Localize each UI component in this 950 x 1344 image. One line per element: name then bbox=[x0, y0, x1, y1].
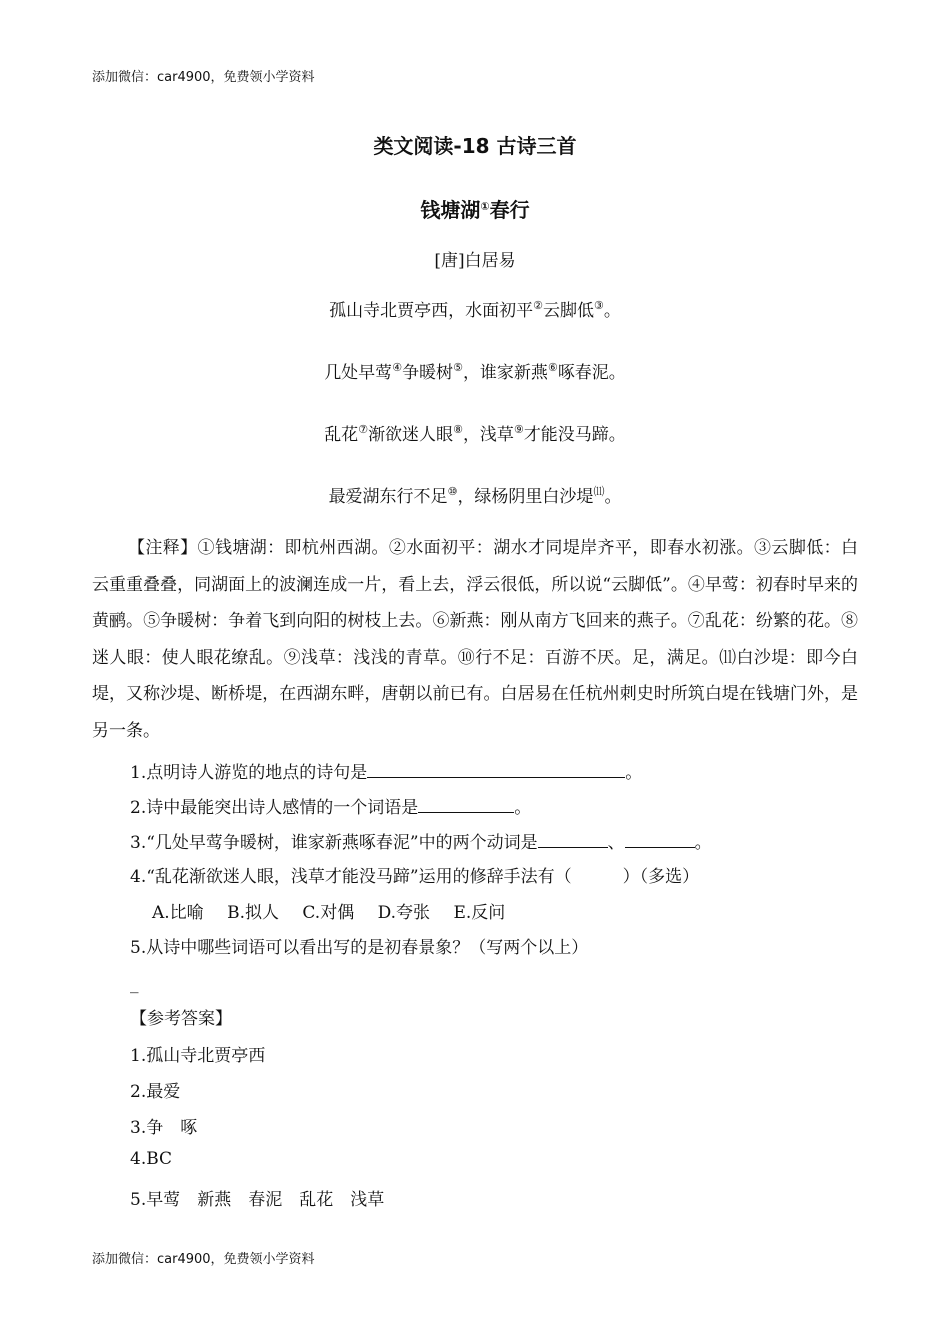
annotations-text: 【注释】①钱塘湖：即杭州西湖。②水面初平：湖水才同堤岸齐平，即春水初涨。③云脚低：白云重重叠叠，同湖面上的波澜连成一片，看上去，浮云很低，所以说“云脚低”。④早莺：初春时早来的黄鹂。⑤争暖树：争着飞到向阳的树枝上去。⑥新燕：刚从南方飞回来的燕子。⑦乱花：纷繁的花。⑧迷人眼：使人眼花缭乱。⑨浅草：浅浅的青草。⑩行不足：百游不厌。足，满足。⑾白沙堤：即今白堤，又称沙堤、断桥堤，在西湖东畔，唐朝以前已有。白居易在任杭州刺史时所筑白堤在钱塘门外，是另一条。 bbox=[92, 538, 858, 741]
note-marker: ③ bbox=[594, 299, 604, 312]
option-d: D.夸张 bbox=[377, 903, 431, 923]
poem-line bbox=[0, 420, 950, 445]
poem-title-main: 钱塘湖 bbox=[420, 198, 481, 222]
note-marker: ② bbox=[533, 299, 543, 312]
question-1-text: 1.点明诗人游览的地点的诗句是 bbox=[130, 763, 368, 783]
note-marker: ⑨ bbox=[513, 423, 524, 436]
poem-text: 云脚低 bbox=[543, 301, 594, 321]
question-1-end: 。 bbox=[625, 763, 643, 783]
note-marker: ⑩ bbox=[447, 485, 458, 498]
question-2 bbox=[130, 793, 531, 818]
note-marker: ⑤ bbox=[453, 361, 463, 374]
note-marker: ⑾ bbox=[593, 485, 605, 498]
poem-text: ，谁家新燕 bbox=[462, 363, 548, 383]
poem-line bbox=[0, 482, 950, 507]
question-5: 5.从诗中哪些词语可以看出写的是初春景象？（写两个以上） bbox=[130, 938, 589, 958]
note-marker: ⑥ bbox=[547, 361, 558, 374]
annotations bbox=[92, 530, 858, 749]
poem-text: 争暖树 bbox=[402, 363, 454, 383]
answer-blank[interactable] bbox=[538, 833, 608, 848]
poem-line bbox=[0, 358, 950, 383]
poem-text: 乱花 bbox=[324, 425, 359, 445]
poem-title bbox=[0, 194, 950, 223]
note-marker: ④ bbox=[392, 361, 403, 374]
question-2-end: 。 bbox=[514, 798, 532, 818]
option-a: A.比喻 bbox=[152, 903, 204, 923]
poem-text: ，绿杨阴里白沙堤 bbox=[457, 487, 594, 507]
poem-text: 渐欲迷人眼 bbox=[368, 425, 454, 445]
option-c: C.对偶 bbox=[302, 903, 355, 923]
poem-text: 。 bbox=[603, 301, 621, 321]
question-3-mid: 、 bbox=[607, 833, 625, 853]
question-3-text: 3.“几处早莺争暖树，谁家新燕啄春泥”中的两个动词是 bbox=[130, 833, 538, 853]
poem-text: 。 bbox=[604, 487, 622, 507]
option-b: B.拟人 bbox=[227, 903, 279, 923]
note-marker: ⑦ bbox=[358, 423, 369, 436]
note-marker: ⑧ bbox=[453, 423, 463, 436]
answer-blank[interactable] bbox=[367, 763, 625, 778]
page-header: 添加微信：car4900，免费领小学资料 bbox=[92, 70, 315, 85]
question-3 bbox=[130, 828, 712, 853]
question-2-text: 2.诗中最能突出诗人感情的一个词语是 bbox=[130, 798, 419, 818]
answer-blank[interactable] bbox=[418, 798, 514, 813]
answer-item: 2.最爱 bbox=[130, 1082, 181, 1102]
poem-text: 啄春泥。 bbox=[557, 363, 626, 383]
answers-heading: 【参考答案】 bbox=[130, 1009, 232, 1029]
answer-item: 3.争 啄 bbox=[130, 1118, 198, 1138]
question-3-end: 。 bbox=[694, 833, 712, 853]
answer-item: 1.孤山寺北贾亭西 bbox=[130, 1046, 266, 1066]
poem-title-tail: 春行 bbox=[489, 198, 530, 222]
poem-title-note-mark: ① bbox=[480, 200, 490, 213]
poem-author: [唐]白居易 bbox=[434, 251, 516, 271]
option-e: E.反问 bbox=[453, 903, 506, 923]
question-1 bbox=[130, 758, 642, 783]
answer-item: 4.BC bbox=[130, 1149, 173, 1169]
page-footer: 添加微信：car4900，免费领小学资料 bbox=[92, 1252, 315, 1267]
question-4: 4.“乱花渐欲迷人眼，浅草才能没马蹄”运用的修辞手法有（ ）（多选） bbox=[130, 867, 700, 887]
answer-item: 5.早莺 新燕 春泥 乱花 浅草 bbox=[130, 1190, 385, 1210]
question-4-options bbox=[152, 898, 523, 923]
poem-text: 孤山寺北贾亭西，水面初平 bbox=[329, 301, 534, 321]
answer-blank[interactable]: _ bbox=[130, 974, 139, 994]
answer-blank[interactable] bbox=[625, 833, 695, 848]
page-title: 类文阅读-18 古诗三首 bbox=[373, 134, 577, 158]
poem-text: 才能没马蹄。 bbox=[523, 425, 626, 445]
poem-text: 几处早莺 bbox=[324, 363, 393, 383]
poem-line bbox=[0, 296, 950, 321]
poem-text: ，浅草 bbox=[462, 425, 514, 445]
poem-text: 最爱湖东行不足 bbox=[328, 487, 448, 507]
